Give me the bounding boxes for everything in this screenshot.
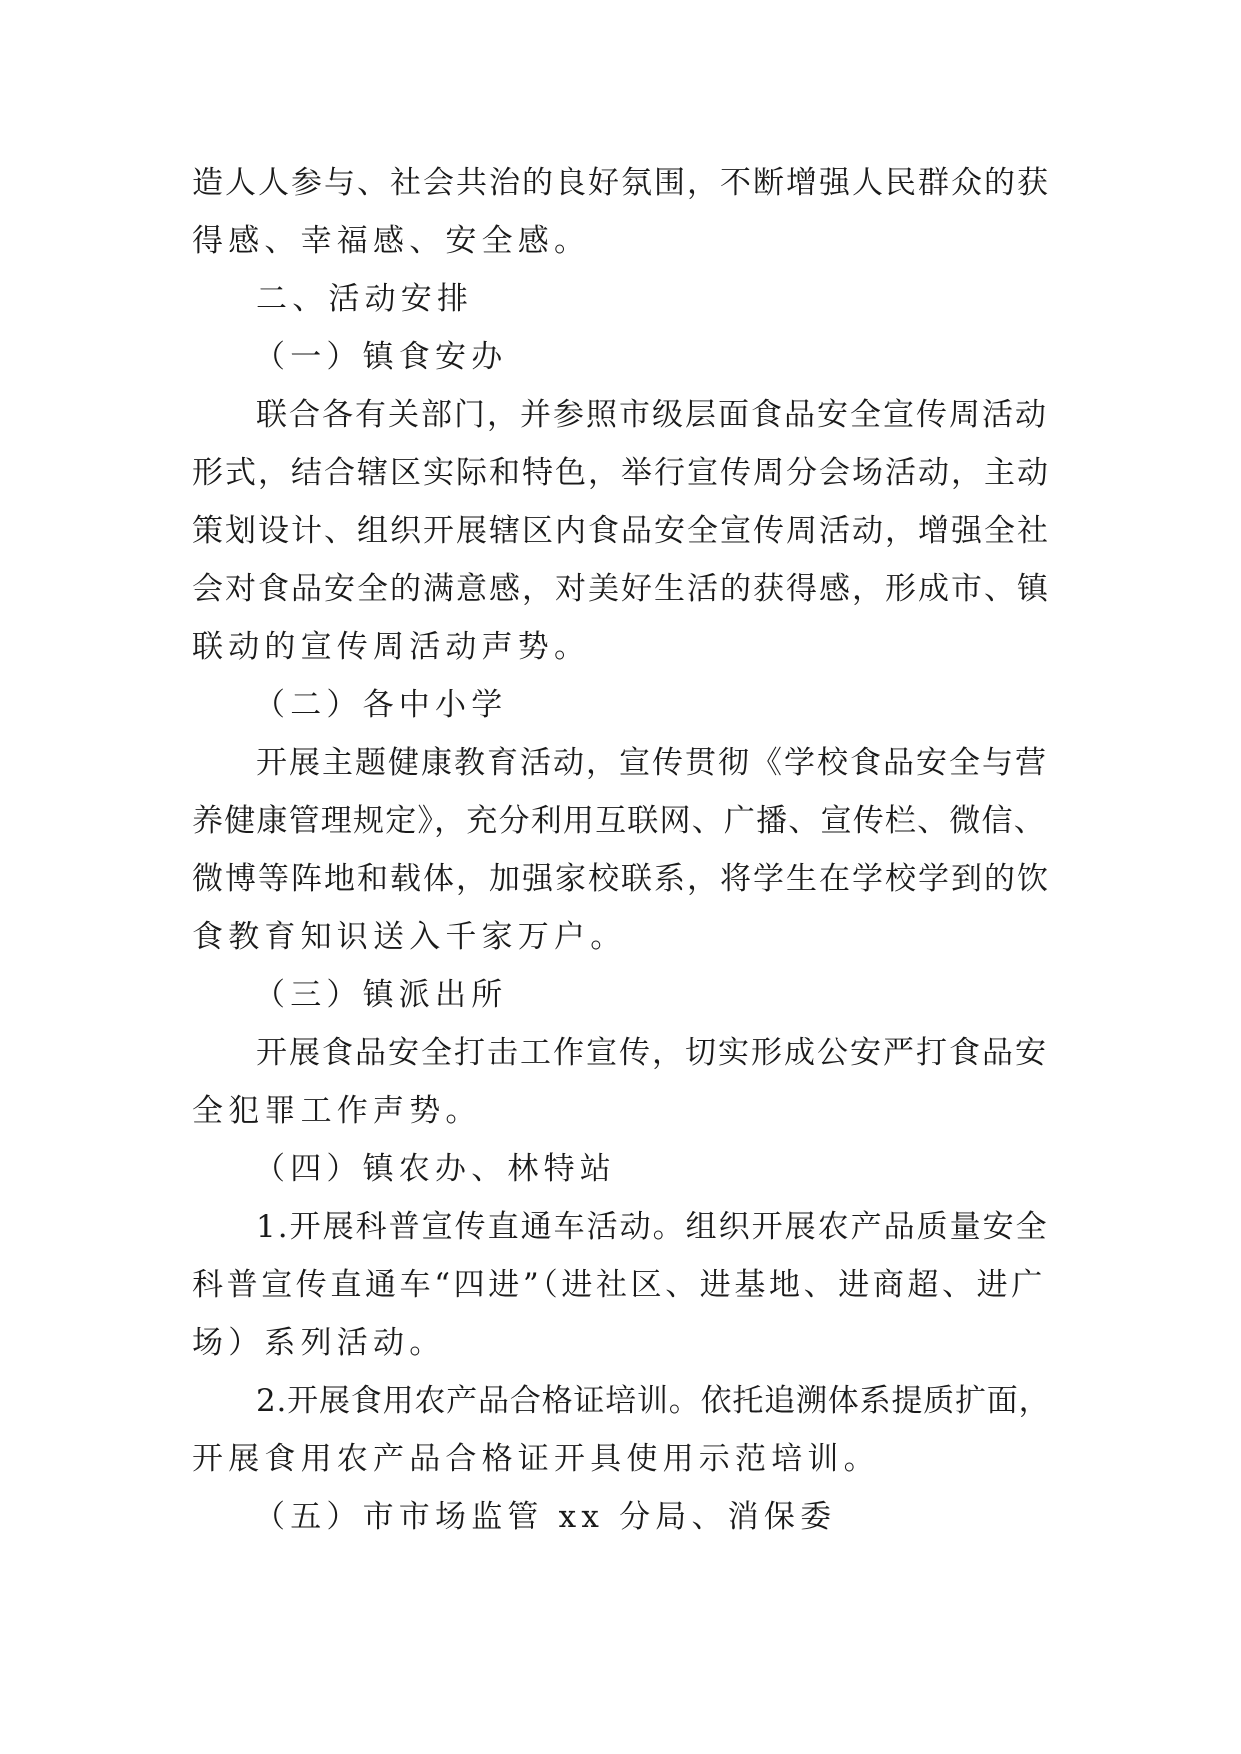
list-item-line: 科普宣传直通车“四进”（进社区、进基地、进商超、进广 — [192, 1267, 1046, 1303]
paragraph-line: 开展主题健康教育活动，宣传贯彻《学校食品安全与营 — [256, 745, 1048, 781]
subsection-heading: （二）各中小学 — [254, 687, 508, 723]
list-item-line: 1.开展科普宣传直通车活动。组织开展农产品质量安全 — [256, 1209, 1049, 1245]
subsection-heading: （四）镇农办、林特站 — [254, 1151, 616, 1187]
section-heading: 二、活动安排 — [256, 281, 474, 317]
paragraph-line: 食教育知识送入千家万户。 — [192, 919, 627, 955]
subsection-heading: （一）镇食安办 — [254, 339, 508, 375]
subsection-heading: （三）镇派出所 — [254, 977, 508, 1013]
paragraph-line: 联合各有关部门，并参照市级层面食品安全宣传周活动 — [256, 397, 1048, 433]
list-item-line: 2.开展食用农产品合格证培训。依托追溯体系提质扩面， — [256, 1383, 1051, 1419]
paragraph-line: 策划设计、组织开展辖区内食品安全宣传周活动，增强全社 — [192, 513, 1050, 549]
paragraph-line: 全犯罪工作声势。 — [192, 1093, 482, 1129]
list-item-line: 场）系列活动。 — [192, 1325, 446, 1361]
paragraph-line: 形式，结合辖区实际和特色，举行宣传周分会场活动，主动 — [192, 455, 1050, 491]
paragraph-line: 养健康管理规定》，充分利用互联网、广播、宣传栏、微信、 — [192, 803, 1046, 839]
paragraph-line: 会对食品安全的满意感，对美好生活的获得感，形成市、镇 — [192, 571, 1050, 607]
paragraph-line: 开展食品安全打击工作宣传，切实形成公安严打食品安 — [256, 1035, 1048, 1071]
paragraph-line: 得感、幸福感、安全感。 — [192, 223, 591, 259]
subsection-heading: （五）市市场监管 xx 分局、消保委 — [254, 1499, 837, 1535]
paragraph-line: 联动的宣传周活动声势。 — [192, 629, 591, 665]
list-item-line: 开展食用农产品合格证开具使用示范培训。 — [192, 1441, 880, 1477]
document-body — [192, 154, 1052, 1546]
paragraph-line: 造人人参与、社会共治的良好氛围，不断增强人民群众的获 — [192, 165, 1050, 201]
paragraph-line: 微博等阵地和载体，加强家校联系，将学生在学校学到的饮 — [192, 861, 1050, 897]
